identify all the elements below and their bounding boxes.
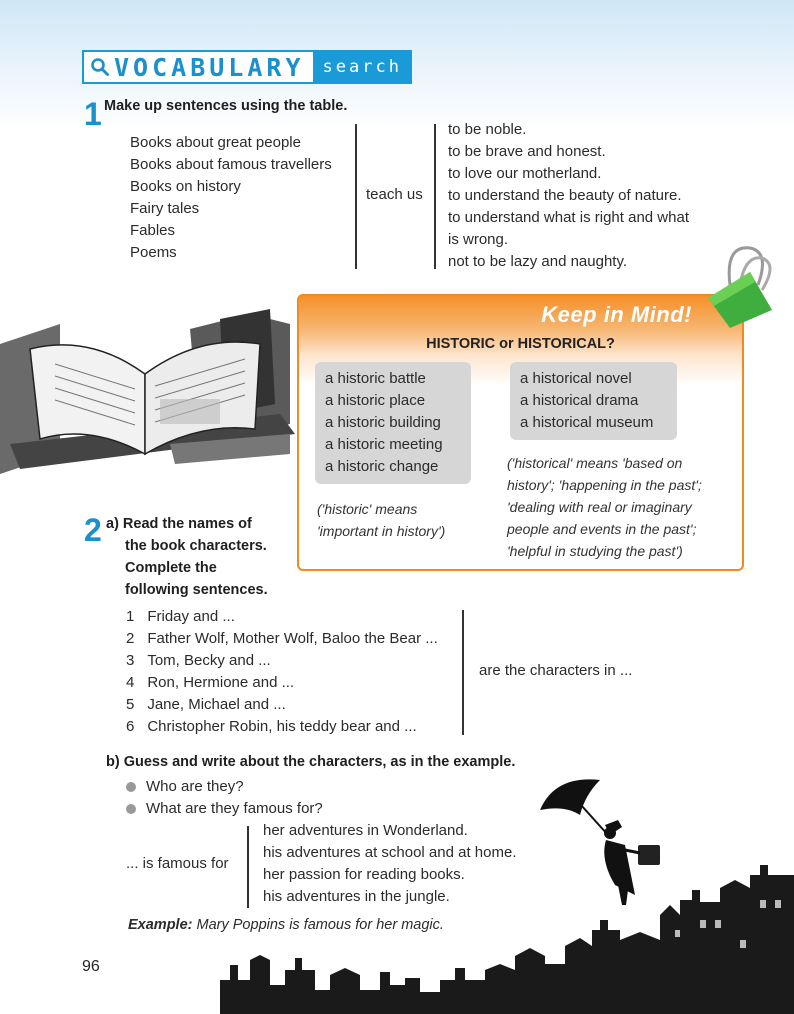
ex1-object: not to be lazy and naughty. [448,253,628,270]
old-books-illustration [0,304,300,479]
ex1-verb: teach us [366,186,423,203]
famous-for-label: ... is famous for [126,855,229,872]
item-number: 3 [126,652,135,669]
table-divider [434,124,436,269]
city-skyline-illustration [220,860,794,1014]
item-number: 4 [126,674,135,691]
question-text: What are they famous for? [146,800,323,817]
keep-in-mind-subtitle: HISTORIC or HISTORICAL? [426,336,615,352]
item-text: Christopher Robin, his teddy bear and ... [147,718,417,735]
exercise-2-number: 2 [84,512,102,548]
characters-tail: are the characters in ... [479,662,633,679]
binder-clip-icon [700,240,780,330]
list-item [126,628,438,650]
list-item [126,716,438,738]
reason-item: her passion for reading books. [263,866,465,883]
table-divider [355,124,357,269]
historic-example: a historic meeting [325,436,443,453]
historic-note [317,498,445,542]
reason-item: her adventures in Wonderland. [263,822,468,839]
exercise-1-number: 1 [84,96,102,132]
page-number: 96 [82,958,100,975]
ex1-subject: Books on history [130,178,241,195]
item-text: Father Wolf, Mother Wolf, Baloo the Bear ... [147,630,438,647]
search-icon [90,57,110,77]
question-text: Who are they? [146,778,244,795]
reason-item: his adventures at school and at home. [263,844,517,861]
ex1-object: is wrong. [448,231,509,248]
ex1-subject: Books about famous travellers [130,156,332,173]
item-text: Tom, Becky and ... [147,652,271,669]
list-item [126,606,438,628]
ex1-object: to love our motherland. [448,165,602,182]
item-text: Jane, Michael and ... [147,696,286,713]
list-item [126,798,323,820]
list-item [126,650,438,672]
table-divider [462,610,464,735]
historic-note-line: 'important in history') [317,523,446,539]
example-label: Example: [128,917,193,933]
item-text: Ron, Hermione and ... [147,674,295,691]
historic-example: a historic place [325,392,426,409]
keep-in-mind-title: Keep in Mind! [541,302,692,327]
search-tag: search [313,50,412,84]
ex1-subject: Poems [130,244,177,261]
historic-example: a historic change [325,458,439,475]
historical-example: a historical museum [520,414,654,431]
section-header [82,50,412,84]
characters-list [126,606,438,738]
reason-item: his adventures in the jungle. [263,888,450,905]
list-item [126,776,323,798]
ex2a-line: Complete the [125,560,217,576]
exercise-1-instruction: Make up sentences using the table. [104,98,348,114]
historical-note [507,452,702,562]
list-item [126,672,438,694]
ex1-object: to be noble. [448,121,527,138]
bullet-icon [126,782,136,792]
exercise-2b-instruction: b) Guess and write about the characters, as in the example. [106,754,516,770]
bullet-icon [126,804,136,814]
section-title: VOCABULARY [114,52,305,82]
ex1-subjects-list [130,132,332,264]
item-number: 6 [126,718,135,735]
keep-in-mind-box [297,294,744,571]
item-number: 2 [126,630,135,647]
example-text: Mary Poppins is famous for her magic. [196,917,444,933]
historical-note-line: 'helpful in studying the past') [507,543,683,559]
ex1-subject: Fables [130,222,176,239]
historic-example: a historic battle [325,370,426,387]
historic-note-line: ('historic' means [317,501,418,517]
ex1-subject: Fairy tales [130,200,200,217]
exercise-2a-instruction [106,513,268,601]
historical-note-line: people and events in the past'; [507,521,697,537]
historical-example: a historical novel [520,370,632,387]
historical-note-line: ('historical' means 'based on [507,455,683,471]
ex1-object: to be brave and honest. [448,143,606,160]
item-number: 1 [126,608,135,625]
historical-examples-panel [510,362,677,440]
historic-example: a historic building [325,414,441,431]
ex1-subject: Books about great people [130,134,301,151]
ex1-object: to understand what is right and what [448,209,689,226]
ex1-object: to understand the beauty of nature. [448,187,682,204]
ex1-objects-list [448,119,689,273]
item-text: Friday and ... [147,608,235,625]
ex2a-line: following sentences. [125,582,268,598]
item-number: 5 [126,696,135,713]
ex2a-line: the book characters. [125,538,267,554]
ex2a-line: a) Read the names of [106,516,252,532]
list-item [126,694,438,716]
questions-list [126,776,323,820]
vocabulary-label-box [82,50,313,84]
historical-note-line: history'; 'happening in the past'; [507,477,702,493]
historic-examples-panel [315,362,471,484]
historical-example: a historical drama [520,392,639,409]
historical-note-line: 'dealing with real or imaginary [507,499,692,515]
